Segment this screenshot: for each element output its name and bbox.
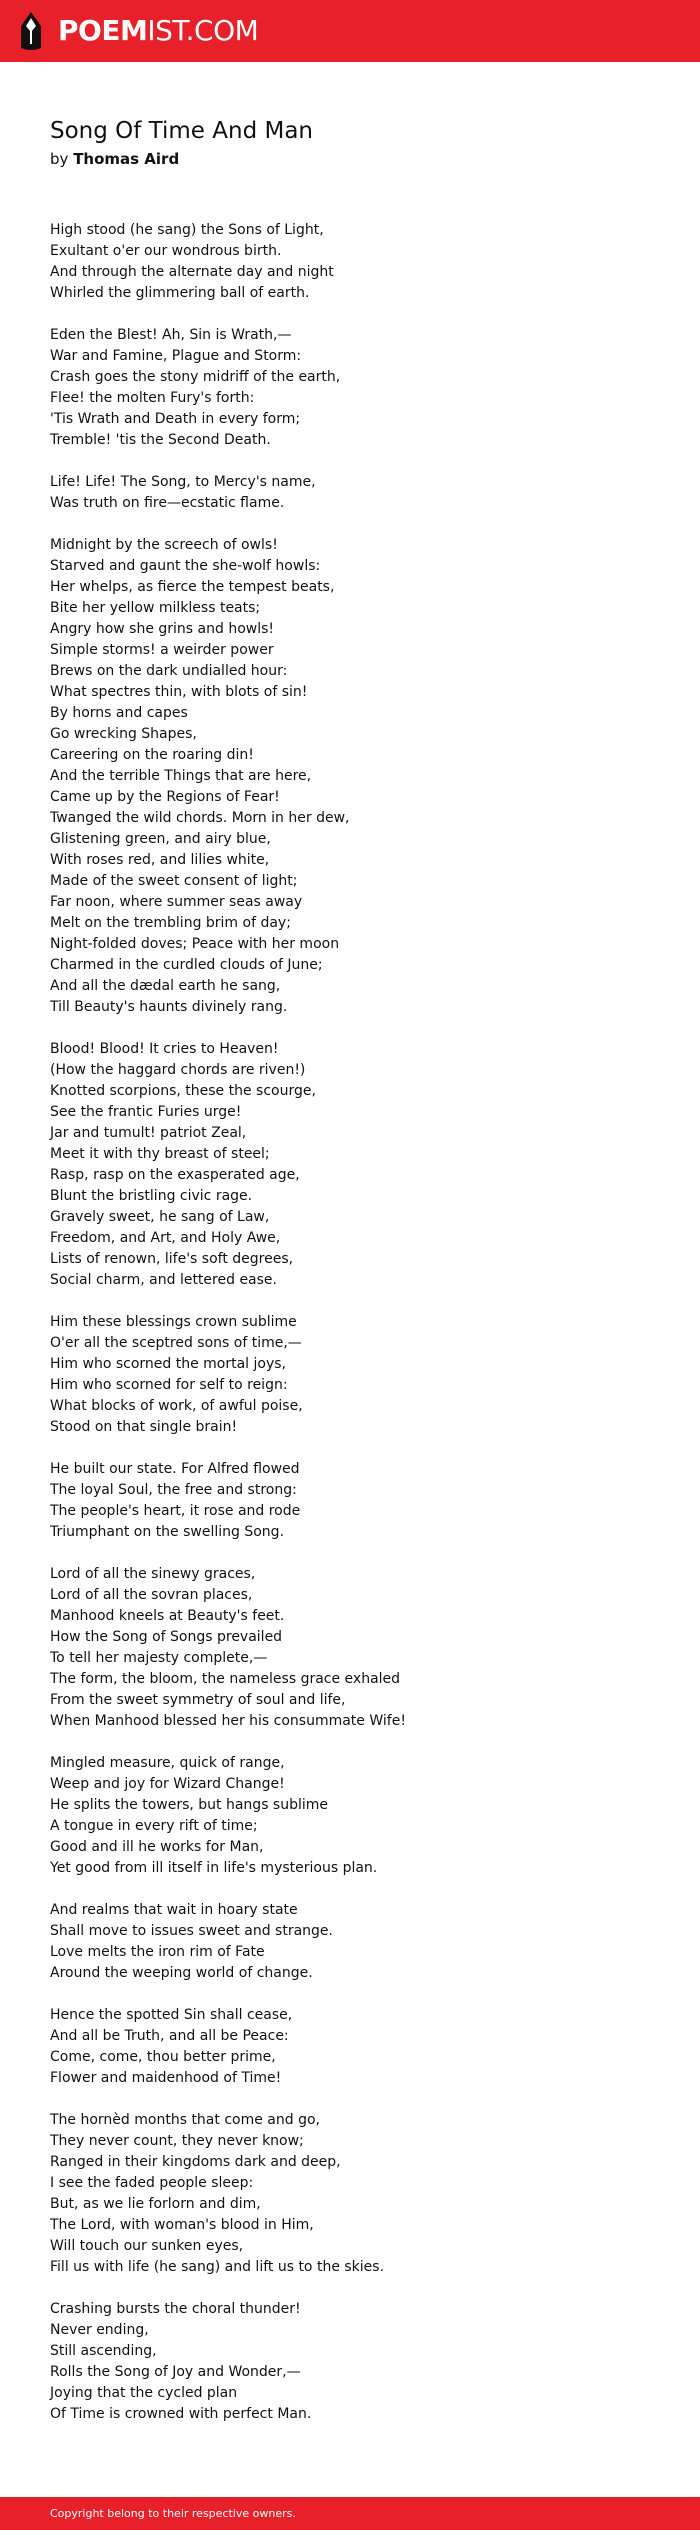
logo-rest-text: IST.COM: [147, 14, 259, 47]
poem-line: Lists of renown, life's soft degrees,: [50, 1251, 294, 1267]
poem-stanza: [50, 1039, 670, 1291]
poem-line: Rolls the Song of Joy and Wonder,—: [50, 2364, 301, 2380]
header-bar: [0, 0, 700, 62]
poem-line: Will touch our sunken eyes,: [50, 2238, 244, 2254]
poem-line: Lord of all the sovran places,: [50, 1587, 253, 1603]
poem-stanza: [50, 535, 670, 1018]
poem-line: But, as we lie forlorn and dim,: [50, 2196, 261, 2212]
poem-line: Careering on the roaring din!: [50, 747, 254, 763]
poem-line: Him who scorned the mortal joys,: [50, 1356, 287, 1372]
poem-line: Rasp, rasp on the exasperated age,: [50, 1167, 300, 1183]
poem-line: Him these blessings crown sublime: [50, 1314, 297, 1330]
poem-stanza: [50, 220, 670, 304]
poem-line: He splits the towers, but hangs sublime: [50, 1797, 329, 1813]
poem-line: Never ending,: [50, 2322, 149, 2338]
poem-line: Lord of all the sinewy graces,: [50, 1566, 256, 1582]
poem-line: The people's heart, it rose and rode: [50, 1503, 301, 1519]
poem-line: Social charm, and lettered ease.: [50, 1272, 277, 1288]
site-logo[interactable]: [58, 13, 258, 49]
poem-line: Blood! Blood! It cries to Heaven!: [50, 1041, 279, 1057]
poem-line: A tongue in every rift of time;: [50, 1818, 258, 1834]
poem-line: They never count, they never know;: [50, 2133, 304, 2149]
poem-line: With roses red, and lilies white,: [50, 852, 270, 868]
poem-line: Flee! the molten Fury's forth:: [50, 390, 255, 406]
byline-prefix: by: [50, 150, 69, 168]
poem-line: By horns and capes: [50, 705, 188, 721]
poem-line: I see the faded people sleep:: [50, 2175, 254, 2191]
poem-line: And through the alternate day and night: [50, 264, 334, 280]
poem-line: Night-folded doves; Peace with her moon: [50, 936, 340, 952]
poem-line: From the sweet symmetry of soul and life,: [50, 1692, 346, 1708]
poem-line: Him who scorned for self to reign:: [50, 1377, 288, 1393]
poem-line: Melt on the trembling brim of day;: [50, 915, 291, 931]
poem-line: Manhood kneels at Beauty's feet.: [50, 1608, 285, 1624]
poem-line: Triumphant on the swelling Song.: [50, 1524, 285, 1540]
poem-line: Stood on that single brain!: [50, 1419, 238, 1435]
poem-line: Brews on the dark undialled hour:: [50, 663, 288, 679]
poem-line: Simple storms! a weirder power: [50, 642, 274, 658]
poem-line: How the Song of Songs prevailed: [50, 1629, 283, 1645]
poem-line: Crash goes the stony midriff of the earth,: [50, 369, 341, 385]
poem-line: Bite her yellow milkless teats;: [50, 600, 261, 616]
poem-line: Good and ill he works for Man,: [50, 1839, 264, 1855]
poem-line: Glistening green, and airy blue,: [50, 831, 271, 847]
pen-nib-icon: [18, 10, 44, 52]
poem-line: Knotted scorpions, these the scourge,: [50, 1083, 316, 1099]
poem-line: Come, come, thou better prime,: [50, 2049, 276, 2065]
logo-bold-text: POEM: [58, 14, 148, 47]
poem-line: Yet good from ill itself in life's mysterious plan.: [50, 1860, 378, 1876]
poem-line: Twanged the wild chords. Morn in her dew,: [50, 810, 350, 826]
poem-line: Tremble! 'tis the Second Death.: [50, 432, 271, 448]
poem-line: And realms that wait in hoary state: [50, 1902, 298, 1918]
poem-line: Far noon, where summer seas away: [50, 894, 303, 910]
copyright-text: Copyright belong to their respective owners.: [50, 2507, 296, 2520]
poem-line: Crashing bursts the choral thunder!: [50, 2301, 301, 2317]
poem-line: Hence the spotted Sin shall cease,: [50, 2007, 293, 2023]
poem-line: Her whelps, as fierce the tempest beats,: [50, 579, 335, 595]
poem-stanza: [50, 325, 670, 451]
poem-line: O'er all the sceptred sons of time,—: [50, 1335, 302, 1351]
poem-line: The hornèd months that come and go,: [50, 2112, 320, 2128]
poem-line: Fill us with life (he sang) and lift us to the skies.: [50, 2259, 385, 2275]
poem-line: Starved and gaunt the she-wolf howls:: [50, 558, 321, 574]
poem-line: Meet it with thy breast of steel;: [50, 1146, 270, 1162]
poem-line: War and Famine, Plague and Storm:: [50, 348, 302, 364]
poem-line: Flower and maidenhood of Time!: [50, 2070, 282, 2086]
poem-line: Ranged in their kingdoms dark and deep,: [50, 2154, 341, 2170]
poem-line: The form, the bloom, the nameless grace exhaled: [50, 1671, 401, 1687]
poem-stanza: [50, 1753, 670, 1879]
poem-stanza: [50, 1900, 670, 1984]
poem-stanza: [50, 2005, 670, 2089]
poem-line: The loyal Soul, the free and strong:: [50, 1482, 297, 1498]
poem-stanza: [50, 1459, 670, 1543]
poem-line: Jar and tumult! patriot Zeal,: [50, 1125, 247, 1141]
poem-line: Of Time is crowned with perfect Man.: [50, 2406, 312, 2422]
poem-body: [50, 220, 670, 2446]
poem-line: And all be Truth, and all be Peace:: [50, 2028, 289, 2044]
poem-line: Go wrecking Shapes,: [50, 726, 197, 742]
poem-line: To tell her majesty complete,—: [50, 1650, 268, 1666]
poem-line: Charmed in the curdled clouds of June;: [50, 957, 323, 973]
poem-line: Weep and joy for Wizard Change!: [50, 1776, 285, 1792]
poem-line: 'Tis Wrath and Death in every form;: [50, 411, 301, 427]
poem-line: Joying that the cycled plan: [50, 2385, 238, 2401]
poem-line: He built our state. For Alfred flowed: [50, 1461, 300, 1477]
poem-line: The Lord, with woman's blood in Him,: [50, 2217, 314, 2233]
poem-stanza: [50, 472, 670, 514]
poem-line: What blocks of work, of awful poise,: [50, 1398, 303, 1414]
poem-line: Eden the Blest! Ah, Sin is Wrath,—: [50, 327, 292, 343]
poem-line: Was truth on fire—ecstatic flame.: [50, 495, 285, 511]
poem-stanza: [50, 2299, 670, 2425]
poem-byline: [50, 148, 179, 170]
poem-line: Whirled the glimmering ball of earth.: [50, 285, 310, 301]
poem-line: Blunt the bristling civic rage.: [50, 1188, 253, 1204]
poem-line: Freedom, and Art, and Holy Awe,: [50, 1230, 281, 1246]
poem-line: Still ascending,: [50, 2343, 157, 2359]
poem-line: Life! Life! The Song, to Mercy's name,: [50, 474, 316, 490]
poem-line: High stood (he sang) the Sons of Light,: [50, 222, 324, 238]
poem-line: Came up by the Regions of Fear!: [50, 789, 280, 805]
poem-stanza: [50, 1564, 670, 1732]
poem-line: Angry how she grins and howls!: [50, 621, 275, 637]
poem-line: Made of the sweet consent of light;: [50, 873, 298, 889]
poem-stanza: [50, 1312, 670, 1438]
poem-title: Song Of Time And Man: [50, 118, 314, 144]
poem-line: Gravely sweet, he sang of Law,: [50, 1209, 270, 1225]
poem-line: (How the haggard chords are riven!): [50, 1062, 306, 1078]
poem-line: Mingled measure, quick of range,: [50, 1755, 285, 1771]
poem-line: Around the weeping world of change.: [50, 1965, 313, 1981]
poem-stanza: [50, 2110, 670, 2278]
poem-line: Exultant o'er our wondrous birth.: [50, 243, 282, 259]
poem-line: Till Beauty's haunts divinely rang.: [50, 999, 288, 1015]
poem-line: See the frantic Furies urge!: [50, 1104, 242, 1120]
poem-line: And the terrible Things that are here,: [50, 768, 312, 784]
poem-line: Love melts the iron rim of Fate: [50, 1944, 265, 1960]
poem-line: What spectres thin, with blots of sin!: [50, 684, 308, 700]
poem-line: When Manhood blessed her his consummate Wife!: [50, 1713, 406, 1729]
poem-line: And all the dædal earth he sang,: [50, 978, 281, 994]
footer-bar: [0, 2497, 700, 2530]
poem-line: Shall move to issues sweet and strange.: [50, 1923, 333, 1939]
poem-author: Thomas Aird: [73, 150, 180, 168]
poem-line: Midnight by the screech of owls!: [50, 537, 278, 553]
